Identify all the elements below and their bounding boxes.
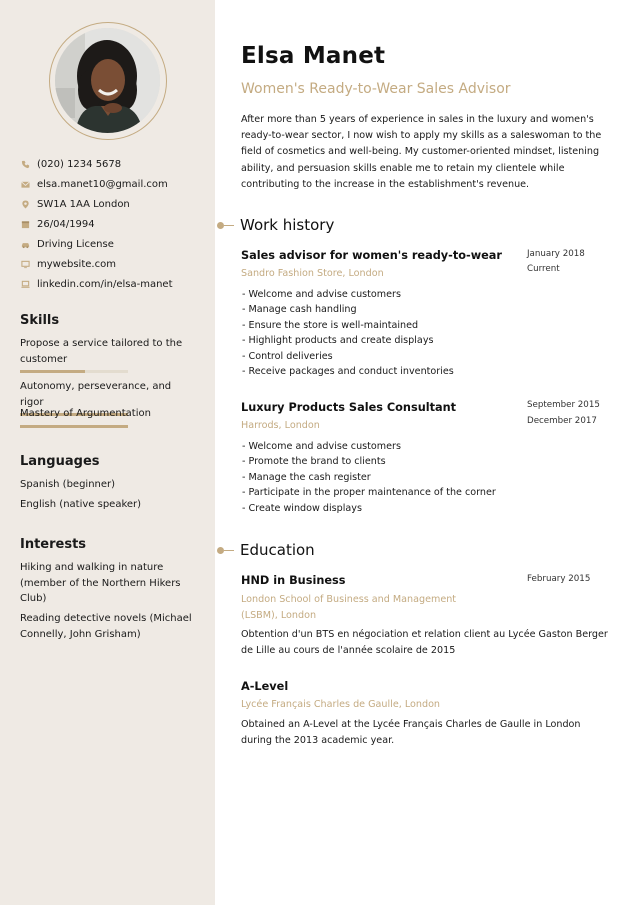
skills-heading: Skills — [20, 313, 60, 328]
contact-license — [20, 234, 210, 254]
section-marker-line — [224, 225, 234, 226]
task-item: - Promote the brand to clients — [242, 454, 496, 469]
skill-level-bar — [20, 425, 128, 428]
language-item: Spanish (beginner) — [20, 479, 116, 490]
school-name: Lycée Français Charles de Gaulle, London — [241, 699, 441, 710]
section-marker-dot — [217, 222, 224, 229]
degree-title: HND in Business — [241, 574, 346, 587]
work-history-header — [215, 216, 334, 234]
job-tasks — [242, 287, 454, 379]
education-heading: Education — [240, 541, 315, 559]
task-item: - Create window displays — [242, 501, 496, 516]
language-item: English (native speaker) — [20, 499, 142, 510]
skill-label: Autonomy, perseverance, and rigor — [20, 381, 172, 408]
main-content — [215, 0, 640, 905]
school-name: London School of Business and Management — [241, 594, 457, 605]
contact-email-text: elsa.manet10@gmail.com — [37, 178, 168, 190]
contact-list — [20, 154, 210, 294]
skill-level-bar — [20, 370, 128, 373]
envelope-icon — [20, 179, 30, 189]
task-item: - Ensure the store is well-maintained — [242, 318, 454, 333]
skill-level-fill — [20, 370, 85, 373]
contact-linkedin[interactable] — [20, 274, 210, 294]
contact-birthdate — [20, 214, 210, 234]
job-company: Sandro Fashion Store, London — [241, 268, 384, 279]
contact-phone[interactable] — [20, 154, 210, 174]
interests-heading: Interests — [20, 537, 87, 552]
profile-photo — [55, 28, 160, 133]
sidebar — [0, 0, 215, 905]
degree-title: A-Level — [241, 680, 289, 693]
monitor-icon — [20, 259, 30, 269]
contact-email[interactable] — [20, 174, 210, 194]
task-item: - Highlight products and create displays — [242, 333, 454, 348]
skill-item — [20, 406, 192, 428]
job-title: Luxury Products Sales Consultant — [241, 401, 457, 414]
profile-summary: After more than 5 years of experience in sales in the luxury and women's ready-to-wear sector, I now wish to apply my skills as a saleswoman to the field of cosmetics and well-being. My customer-oriented mindset, listening ability, and persuasion skills enable me to retain my clientele while contributing to the increase in the establishment's revenue. — [241, 114, 602, 190]
profile-photo-frame — [49, 22, 167, 140]
contact-license-text: Driving License — [37, 238, 114, 250]
job-start-date: September 2015 — [527, 400, 600, 410]
laptop-icon — [20, 279, 30, 289]
degree-description: Obtention d'un BTS en négociation et relation client au Lycée Gaston Berger de Lille au cours de l'année scolaire de 2015 — [241, 629, 608, 656]
job-tasks — [242, 439, 496, 516]
skill-label: Propose a service tailored to the customer — [20, 338, 183, 365]
degree-date: February 2015 — [527, 574, 591, 584]
skill-item — [20, 336, 192, 373]
skill-label: Mastery of Argumentation — [20, 408, 151, 419]
section-marker-line — [224, 550, 234, 551]
job-end-date: Current — [527, 264, 560, 274]
task-item: - Manage the cash register — [242, 470, 496, 485]
phone-icon — [20, 159, 30, 169]
languages-heading: Languages — [20, 454, 100, 469]
task-item: - Welcome and advise customers — [242, 439, 496, 454]
calendar-icon — [20, 219, 30, 229]
job-title: Sales advisor for women's ready-to-wear — [241, 249, 502, 262]
task-item: - Participate in the proper maintenance of the corner — [242, 485, 496, 500]
job-start-date: January 2018 — [527, 249, 585, 259]
job-end-date: December 2017 — [527, 416, 597, 426]
candidate-name: Elsa Manet — [241, 43, 386, 69]
portrait-image — [55, 28, 160, 133]
contact-phone-text: (020) 1234 5678 — [37, 158, 122, 170]
interest-item: Hiking and walking in nature (member of the Northern Hikers Club) — [20, 562, 181, 604]
contact-linkedin-text: linkedin.com/in/elsa-manet — [37, 278, 173, 290]
education-header — [215, 541, 315, 559]
interest-item: Reading detective novels (Michael Connelly, John Grisham) — [20, 613, 192, 640]
degree-description: Obtained an A-Level at the Lycée Français Charles de Gaulle in London during the 2013 academic year. — [241, 719, 581, 746]
contact-birthdate-text: 26/04/1994 — [37, 218, 95, 230]
task-item: - Manage cash handling — [242, 302, 454, 317]
task-item: - Welcome and advise customers — [242, 287, 454, 302]
task-item: - Control deliveries — [242, 349, 454, 364]
task-item: - Receive packages and conduct inventories — [242, 364, 454, 379]
contact-address-text: SW1A 1AA London — [37, 198, 130, 210]
candidate-title: Women's Ready-to-Wear Sales Advisor — [241, 81, 511, 97]
car-icon — [20, 239, 30, 249]
job-company: Harrods, London — [241, 420, 320, 431]
school-name-cont: (LSBM), London — [241, 610, 317, 621]
skill-level-fill — [20, 425, 128, 428]
work-history-heading: Work history — [240, 216, 335, 234]
contact-address — [20, 194, 210, 214]
contact-website-text: mywebsite.com — [37, 258, 116, 270]
contact-website[interactable] — [20, 254, 210, 274]
location-pin-icon — [20, 199, 30, 209]
section-marker-dot — [217, 547, 224, 554]
